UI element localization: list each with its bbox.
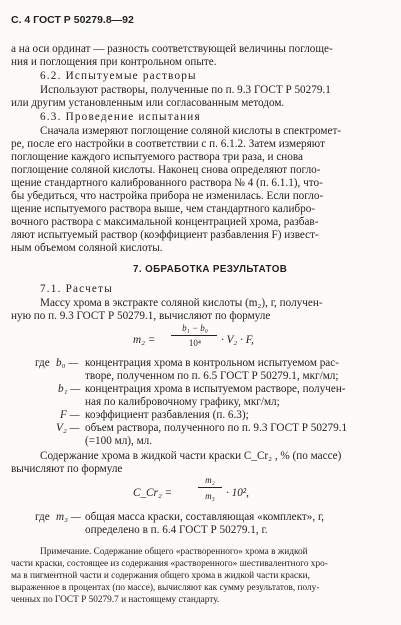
definition-line: концентрация хрома в испытуемом растворе, получен- [85,383,346,395]
definition-line: коэффициент разбавления (п. 6.3); [85,409,249,421]
formula-lhs: m₂ = [133,334,156,346]
where-lead: где [35,357,50,369]
paragraph-line: Содержание хрома в жидкой части краски C_Cr₂ , % (по массе) [40,450,342,462]
note-line: части краски, состоящее из содержания «растворенного» шестивалентного хро- [11,559,328,569]
definition-line: (=100 мл), мл. [85,435,153,447]
fraction-bar [171,335,217,336]
symbol-m3: m₃ — [56,511,81,523]
paragraph-line: щение стандартного калиброванного раствора № 4 (п. 6.1.1), что- [11,177,323,189]
definition-line: творе, полученном по п. 6.5 ГОСТ Р 50279.1, мкг/мл; [85,370,339,382]
paragraph-line: вычисляют по формуле [11,463,123,475]
section-6-2-heading: 6.2. Испытуемые растворы [40,70,197,82]
paragraph-line: ре, после его настройки в соответствии с п. 6.1.2. Затем измеряют [11,138,325,150]
paragraph-line: поглощение соляной кислоты. Наконец снова определяют погло- [11,164,321,176]
paragraph-line: ным объемом соляной кислоты. [11,242,163,254]
symbol-v2: V₂ — [56,422,80,434]
paragraph-line: вочного раствора с максимальной концентрацией хрома, разбав- [11,216,319,228]
paragraph-line: ную по п. 9.3 ГОСТ Р 50279.1, вычисляют по формуле [11,310,271,322]
formula-numerator: b₁ − b₀ [182,323,208,333]
formula-rhs: · V₂ · F, [221,334,254,346]
formula-denominator: m₃ [205,491,215,501]
definition-line: концентрация хрома в контрольном испытуемом рас- [85,357,339,369]
section-7-title: 7. ОБРАБОТКА РЕЗУЛЬТАТОВ [133,264,288,275]
formula-lhs: C_Cr₂ = [133,487,173,499]
paragraph-line: поглощение каждого испытуемого раствора три раза, и снова [11,151,303,163]
note-line: ма в пигментной части и содержания общего хрома в жидкой части краски, [11,571,310,581]
note-line: выраженное в процентах (по массе), вычисляют как сумму результатов, полу- [11,583,320,593]
section-6-3-heading: 6.3. Проведение испытания [40,111,201,123]
fraction-bar [198,487,222,488]
note-line: Примечание. Содержание общего «растворенного» хрома в жидкой [40,547,308,557]
intro-line: ния и поглощения при контрольном опыте. [11,56,217,68]
formula-numerator: m₂ [205,475,215,485]
section-7-1-heading: 7.1. Расчеты [40,283,113,295]
definition-line: определено в п. 6.4 ГОСТ Р 50279.1, г. [85,524,268,536]
symbol-b0: b₀ — [56,357,79,369]
definition-line: общая масса краски, составляющая «комплект», г, [85,511,325,523]
page-header: С. 4 ГОСТ Р 50279.8—92 [11,14,134,26]
paragraph-line: Массу хрома в экстракте соляной кислоты (m₂), г, получен- [40,297,323,309]
symbol-b1: b₁ — [58,383,81,395]
definition-line: ная по калибровочному графику, мкг/мл; [85,396,280,408]
definition-line: объем раствора, полученного по п. 9.3 ГОСТ Р 50279.1 [85,422,348,434]
paragraph-line: Используют растворы, полученные по п. 9.3 ГОСТ Р 50279.1 [40,84,331,96]
formula-denominator: 10⁴ [188,338,202,348]
paragraph-line: или другим установленным или согласованным методом. [11,97,285,109]
paragraph-line: ляют испытуемый раствор (коэффициент разбавления F) извест- [11,229,319,241]
paragraph-line: щение испытуемого раствора выше, чем стандартного калибро- [11,203,316,215]
paragraph-line: Сначала измеряют поглощение соляной кислоты в спектромет- [40,125,342,137]
formula-rhs: · 10², [226,487,249,499]
paragraph-line: бы убедиться, что настройка прибора не изменилась. Если погло- [11,190,324,202]
note-line: ченных по ГОСТ Р 50279.7 и настоящему стандарту. [11,595,220,605]
symbol-f: F — [60,409,80,421]
where-lead: где [35,511,50,523]
intro-line: а на оси ординат — разность соответствующей величины поглоще- [11,43,333,55]
